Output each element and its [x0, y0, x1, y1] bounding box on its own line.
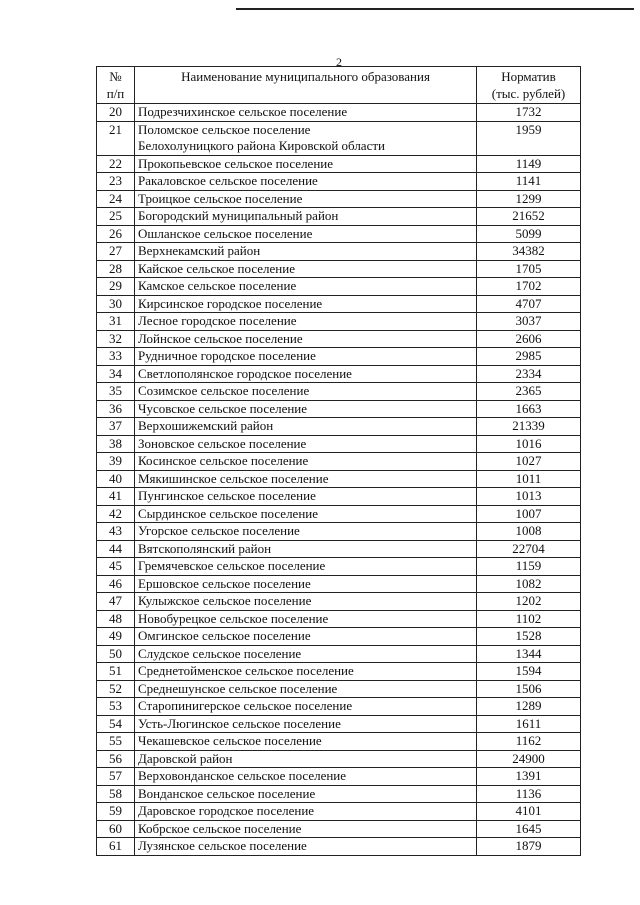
row-municipality-name — [135, 313, 477, 331]
row-municipality-name — [135, 750, 477, 768]
row-name-line: Троицкое сельское поселение — [138, 190, 303, 206]
row-name-line: Камское сельское поселение — [138, 278, 297, 293]
table-row — [97, 750, 581, 768]
row-municipality-name — [135, 190, 477, 208]
row-number: 57 — [97, 768, 135, 786]
row-norm-value: 3037 — [477, 313, 581, 331]
row-name-line: Подрезчихинское сельское поселение — [138, 104, 348, 119]
row-name-line: Лойнское сельское поселение — [138, 330, 303, 346]
row-number: 44 — [97, 540, 135, 558]
table-row — [97, 121, 581, 155]
row-number: 58 — [97, 785, 135, 803]
row-municipality-name — [135, 488, 477, 506]
row-municipality-name — [135, 628, 477, 646]
table-row — [97, 190, 581, 208]
table-row — [97, 488, 581, 506]
row-municipality-name — [135, 418, 477, 436]
row-municipality-name — [135, 348, 477, 366]
row-number: 26 — [97, 225, 135, 243]
row-municipality-name — [135, 383, 477, 401]
row-name-line: Поломское сельское поселение — [138, 121, 311, 137]
row-norm-value: 4707 — [477, 295, 581, 313]
row-norm-value: 1391 — [477, 768, 581, 786]
row-name-line: Зоновское сельское поселение — [138, 435, 307, 451]
row-number: 24 — [97, 190, 135, 208]
row-norm-value: 1289 — [477, 698, 581, 716]
row-name-line: Светлополянское городское поселение — [138, 365, 352, 381]
row-name-line: Лесное городское поселение — [138, 313, 297, 328]
row-name-line: Сырдинское сельское поселение — [138, 505, 319, 521]
row-municipality-name — [135, 523, 477, 541]
table-row — [97, 575, 581, 593]
row-number: 49 — [97, 628, 135, 646]
row-name-line: Пунгинское сельское поселение — [138, 488, 316, 503]
table-row — [97, 365, 581, 383]
table-row — [97, 295, 581, 313]
row-name-line: Верхошижемский район — [138, 418, 274, 433]
norms-table — [96, 66, 581, 856]
table-row — [97, 558, 581, 576]
row-number: 50 — [97, 645, 135, 663]
row-norm-value: 1162 — [477, 733, 581, 751]
header-value — [477, 67, 581, 104]
header-rule — [236, 8, 634, 10]
table-row — [97, 225, 581, 243]
row-norm-value: 1528 — [477, 628, 581, 646]
row-municipality-name — [135, 558, 477, 576]
row-norm-value: 1705 — [477, 260, 581, 278]
row-name-line: Среднетойменское сельское поселение — [138, 663, 354, 678]
row-municipality-name — [135, 785, 477, 803]
header-number-line1: № — [109, 69, 122, 84]
table-row — [97, 104, 581, 122]
table-row — [97, 435, 581, 453]
row-norm-value: 2606 — [477, 330, 581, 348]
row-norm-value: 21339 — [477, 418, 581, 436]
row-norm-value: 34382 — [477, 243, 581, 261]
row-norm-value: 1959 — [477, 121, 581, 155]
row-name-line: Ошланское сельское поселение — [138, 225, 313, 241]
row-municipality-name — [135, 104, 477, 122]
row-name-line: Кобрское сельское поселение — [138, 820, 302, 836]
row-number: 31 — [97, 313, 135, 331]
row-municipality-name — [135, 645, 477, 663]
row-name-line: Угорское сельское поселение — [138, 523, 300, 538]
row-number: 51 — [97, 663, 135, 681]
row-norm-value: 21652 — [477, 208, 581, 226]
row-municipality-name — [135, 505, 477, 523]
row-norm-value: 1344 — [477, 645, 581, 663]
row-number: 33 — [97, 348, 135, 366]
header-name: Наименование муниципального образования — [135, 67, 477, 104]
row-municipality-name — [135, 803, 477, 821]
row-municipality-name — [135, 470, 477, 488]
row-number: 23 — [97, 173, 135, 191]
row-norm-value: 1007 — [477, 505, 581, 523]
table-body — [97, 104, 581, 856]
table-row — [97, 278, 581, 296]
table-row — [97, 418, 581, 436]
row-norm-value: 2985 — [477, 348, 581, 366]
row-norm-value: 1702 — [477, 278, 581, 296]
row-name-line: Кайское сельское поселение — [138, 260, 295, 276]
row-municipality-name — [135, 330, 477, 348]
table-row — [97, 820, 581, 838]
row-number: 52 — [97, 680, 135, 698]
table-row — [97, 645, 581, 663]
row-number: 36 — [97, 400, 135, 418]
row-name-line: Вонданское сельское поселение — [138, 785, 316, 801]
row-number: 53 — [97, 698, 135, 716]
row-municipality-name — [135, 208, 477, 226]
row-norm-value: 24900 — [477, 750, 581, 768]
row-municipality-name — [135, 435, 477, 453]
row-norm-value: 1149 — [477, 155, 581, 173]
row-norm-value: 4101 — [477, 803, 581, 821]
row-municipality-name — [135, 838, 477, 856]
row-municipality-name — [135, 715, 477, 733]
row-name-line: Богородский муниципальный район — [138, 208, 339, 223]
row-municipality-name — [135, 173, 477, 191]
row-municipality-name — [135, 121, 477, 155]
row-number: 22 — [97, 155, 135, 173]
row-norm-value: 1506 — [477, 680, 581, 698]
row-norm-value: 1011 — [477, 470, 581, 488]
row-norm-value: 1082 — [477, 575, 581, 593]
row-number: 35 — [97, 383, 135, 401]
row-norm-value: 1663 — [477, 400, 581, 418]
table-row — [97, 628, 581, 646]
row-name-line-2: Белохолуницкого района Кировской области — [138, 138, 385, 153]
table-row — [97, 593, 581, 611]
row-name-line: Даровское городское поселение — [138, 803, 315, 818]
row-norm-value: 1611 — [477, 715, 581, 733]
row-number: 20 — [97, 104, 135, 122]
row-number: 61 — [97, 838, 135, 856]
row-name-line: Усть-Люгинское сельское поселение — [138, 715, 341, 731]
table-row — [97, 470, 581, 488]
header-number-line2: п/п — [106, 86, 125, 101]
row-norm-value: 1141 — [477, 173, 581, 191]
table-row — [97, 400, 581, 418]
row-norm-value: 1008 — [477, 523, 581, 541]
table-row — [97, 243, 581, 261]
table-row — [97, 155, 581, 173]
row-name-line: Старопинигерское сельское поселение — [138, 698, 353, 713]
table-row — [97, 330, 581, 348]
row-norm-value: 2365 — [477, 383, 581, 401]
row-number: 37 — [97, 418, 135, 436]
row-norm-value: 1732 — [477, 104, 581, 122]
row-number: 38 — [97, 435, 135, 453]
row-name-line: Мякишинское сельское поселение — [138, 470, 329, 486]
row-name-line: Созимское сельское поселение — [138, 383, 310, 398]
row-norm-value: 1202 — [477, 593, 581, 611]
row-norm-value: 22704 — [477, 540, 581, 558]
row-norm-value: 1594 — [477, 663, 581, 681]
row-name-line: Вятскополянский район — [138, 540, 272, 556]
row-municipality-name — [135, 400, 477, 418]
row-number: 41 — [97, 488, 135, 506]
row-norm-value: 1136 — [477, 785, 581, 803]
row-name-line: Гремячевское сельское поселение — [138, 558, 326, 573]
row-name-line: Кулыжское сельское поселение — [138, 593, 312, 608]
table-row — [97, 523, 581, 541]
row-norm-value: 1102 — [477, 610, 581, 628]
table-row — [97, 313, 581, 331]
row-number: 40 — [97, 470, 135, 488]
row-norm-value: 1879 — [477, 838, 581, 856]
row-name-line: Верховонданское сельское поселение — [138, 768, 347, 783]
row-name-line: Кирсинское городское поселение — [138, 295, 323, 311]
row-municipality-name — [135, 225, 477, 243]
row-name-line: Ершовское сельское поселение — [138, 575, 311, 591]
table-row — [97, 540, 581, 558]
header-value-line1: Норматив — [501, 69, 556, 84]
header-number — [97, 67, 135, 104]
row-number: 56 — [97, 750, 135, 768]
row-norm-value: 1645 — [477, 820, 581, 838]
table-row — [97, 680, 581, 698]
table-header-row — [97, 67, 581, 104]
row-number: 59 — [97, 803, 135, 821]
row-name-line: Новобурецкое сельское поселение — [138, 610, 329, 626]
row-municipality-name — [135, 365, 477, 383]
row-name-line: Чекашевское сельское поселение — [138, 733, 322, 748]
row-municipality-name — [135, 593, 477, 611]
row-name-line: Косинское сельское поселение — [138, 453, 309, 468]
table-row — [97, 715, 581, 733]
table-row — [97, 505, 581, 523]
row-name-line: Прокопьевское сельское поселение — [138, 155, 334, 171]
row-norm-value: 1299 — [477, 190, 581, 208]
row-name-line: Верхнекамский район — [138, 243, 261, 258]
row-municipality-name — [135, 453, 477, 471]
row-municipality-name — [135, 575, 477, 593]
row-norm-value: 2334 — [477, 365, 581, 383]
row-number: 60 — [97, 820, 135, 838]
row-name-line: Слудское сельское поселение — [138, 645, 302, 661]
row-number: 55 — [97, 733, 135, 751]
row-municipality-name — [135, 698, 477, 716]
row-municipality-name — [135, 243, 477, 261]
table-row — [97, 803, 581, 821]
row-municipality-name — [135, 663, 477, 681]
table-row — [97, 785, 581, 803]
table-row — [97, 698, 581, 716]
row-municipality-name — [135, 610, 477, 628]
row-number: 47 — [97, 593, 135, 611]
row-name-line: Рудничное городское поселение — [138, 348, 316, 363]
row-norm-value: 1027 — [477, 453, 581, 471]
row-norm-value: 1159 — [477, 558, 581, 576]
row-name-line: Ракаловское сельское поселение — [138, 173, 318, 188]
row-municipality-name — [135, 155, 477, 173]
table-row — [97, 260, 581, 278]
table-row — [97, 208, 581, 226]
row-number: 25 — [97, 208, 135, 226]
row-municipality-name — [135, 540, 477, 558]
table-row — [97, 453, 581, 471]
row-number: 28 — [97, 260, 135, 278]
row-number: 48 — [97, 610, 135, 628]
table-row — [97, 348, 581, 366]
row-municipality-name — [135, 295, 477, 313]
row-norm-value: 1016 — [477, 435, 581, 453]
row-name-line: Даровской район — [138, 750, 233, 766]
row-norm-value: 1013 — [477, 488, 581, 506]
row-name-line: Чусовское сельское поселение — [138, 400, 308, 416]
table-row — [97, 610, 581, 628]
table-row — [97, 768, 581, 786]
table-row — [97, 733, 581, 751]
table-row — [97, 663, 581, 681]
row-number: 21 — [97, 121, 135, 155]
row-norm-value: 5099 — [477, 225, 581, 243]
header-value-line2: (тыс. рублей) — [491, 86, 566, 101]
row-number: 29 — [97, 278, 135, 296]
page-number: 2 — [336, 55, 342, 69]
row-municipality-name — [135, 260, 477, 278]
row-number: 39 — [97, 453, 135, 471]
row-municipality-name — [135, 278, 477, 296]
row-number: 43 — [97, 523, 135, 541]
row-number: 45 — [97, 558, 135, 576]
row-number: 42 — [97, 505, 135, 523]
row-number: 46 — [97, 575, 135, 593]
table-row — [97, 383, 581, 401]
row-number: 30 — [97, 295, 135, 313]
row-name-line: Лузянское сельское поселение — [138, 838, 307, 853]
row-number: 34 — [97, 365, 135, 383]
row-number: 54 — [97, 715, 135, 733]
row-municipality-name — [135, 680, 477, 698]
table-row — [97, 838, 581, 856]
row-municipality-name — [135, 768, 477, 786]
row-municipality-name — [135, 820, 477, 838]
row-name-line: Среднешунское сельское поселение — [138, 680, 338, 696]
table-row — [97, 173, 581, 191]
row-municipality-name — [135, 733, 477, 751]
row-name-line: Омгинское сельское поселение — [138, 628, 311, 643]
row-number: 32 — [97, 330, 135, 348]
row-number: 27 — [97, 243, 135, 261]
